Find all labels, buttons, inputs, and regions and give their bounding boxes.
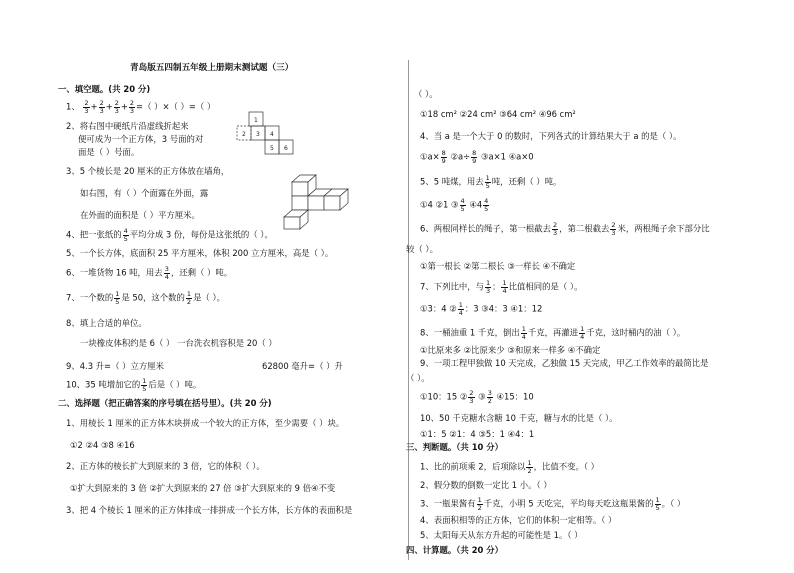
choice-3-cont: （ ）。 <box>414 89 438 99</box>
question-9-a: 9、4.3 升=（ ）立方厘米 <box>66 361 164 371</box>
choice-10: 10、50 千克糖水含糖 10 千克，糖与水的比是（ ）。 <box>420 413 618 423</box>
choice-2-options: ①扩大到原来的 3 倍 ②扩大到原来的 27 倍 ③扩大到原来的 9 倍④不变 <box>70 483 336 493</box>
choice-1: 1、用棱长 1 厘米的正方体木块拼成一个较大的正方体，至少需要（ ）块。 <box>66 418 345 428</box>
choice-8-options: ①比原来多 ②比原来少 ③和原来一样多 ④不确定 <box>420 345 601 355</box>
section-choice: 二、选择题（把正确答案的序号填在括号里）。(共 20 分) <box>58 398 272 408</box>
judge-1: 1、比的前项乘 2，后项除以 $\frac{1}{2}$ ，比值不变。（ ） <box>420 459 600 475</box>
choice-6-cont: 较（ ）。 <box>406 244 438 254</box>
net-label-1: 1 <box>254 117 258 124</box>
choice-4-options: ①a× $\frac{8}{9}$ ②a÷ $\frac{8}{9}$ ③a×1 ④a×0 <box>420 149 534 165</box>
question-1: 1、 $\frac{2}{3}$ + $\frac{2}{3}$ + $\frac{2}{3}$ + $\frac{2}{3}$ =（ ）×（ ）=（ ） <box>66 99 216 115</box>
choice-3-options: ①18 cm² ②24 cm² ③64 cm² ④96 cm² <box>420 109 576 119</box>
section-judge: 三、判断题。（共 10 分） <box>406 442 504 452</box>
question-2-line-2: 便可成为一个正方体，3 号面的对 <box>78 134 204 144</box>
choice-6: 6、两根同样长的绳子，第一根截去 $\frac{2}{3}$ ，第二根截去 $\frac{2}{3}$ 米，两根绳子余下部分比 <box>420 221 710 237</box>
choice-6-options: ①第一根长 ②第二根长 ③一样长 ④不确定 <box>420 261 576 271</box>
net-label-2: 2 <box>242 131 246 138</box>
question-2-line-1: 2、将右图中硬纸片沿虚线折起来 <box>66 121 189 131</box>
choice-7-options: ①3：4 ② $\frac{1}{4}$ ：3 ③4：3 ④1：12 <box>420 301 543 317</box>
question-8: 8、填上合适的单位。 <box>66 318 147 328</box>
question-9-b: 62800 毫升=（ ）升 <box>262 361 343 371</box>
net-label-6: 6 <box>284 145 288 152</box>
judge-2: 2、假分数的倒数一定比 1 小。（ ） <box>420 480 552 490</box>
choice-10-options: ①1：5 ②1：4 ③5：1 ④4：1 <box>420 429 535 439</box>
choice-9-cont: （ ）。 <box>406 373 430 383</box>
question-7: 7、一个数的 $\frac{1}{5}$ 是 50，这个数的 $\frac{1}{2}$ 是（ ）。 <box>66 290 226 306</box>
question-8-units: 一块橡皮体积约是 6（ ） 一台洗衣机容积是 20（ ） <box>80 338 277 348</box>
choice-8: 8、一桶油重 1 千克，倒出 $\frac{1}{4}$ 千克，再灌进 $\frac{1}{4}$ 千克，这时桶内的油（ ）。 <box>420 325 686 341</box>
judge-3: 3、一瓶果酱有 $\frac{1}{2}$ 千克，小明 5 天吃完，平均每天吃这瓶果酱的 $\frac{1}{5}$ 。（ ） <box>420 496 686 512</box>
column-divider <box>408 60 409 560</box>
judge-5: 5、太阳每天从东方升起的可能性是 1。（ ） <box>420 530 583 540</box>
question-3-line-1: 3、5 个棱长是 20 厘米的正方体放在墙角， <box>66 166 230 176</box>
choice-1-options: ①2 ②4 ③8 ④16 <box>70 440 135 450</box>
question-2-line-3: 面是（ ）号面。 <box>78 147 140 157</box>
choice-2: 2、正方体的棱长扩大到原来的 3 倍，它的体积（ ）。 <box>66 461 265 471</box>
question-3-line-2: 如右图，有（ ）个面露在外面，露 <box>80 188 209 198</box>
stacked-cubes-diagram <box>282 170 372 230</box>
choice-9: 9、一项工程甲独做 10 天完成，乙独做 15 天完成，甲乙工作效率的最简比是 <box>420 358 709 368</box>
choice-5-options: ①4 ②1 ③ $\frac{4}{5}$ ④4 $\frac{4}{5}$ <box>420 197 489 213</box>
net-label-5: 5 <box>270 145 274 152</box>
question-10: 10、35 吨增加它的 $\frac{1}{5}$ 后是（ ）吨。 <box>66 377 202 393</box>
question-4: 4、把一张纸的 $\frac{4}{5}$ 平均分成 3 份，每份是这张纸的（ ）。 <box>66 227 273 243</box>
question-5: 5、一个长方体，底面积 25 平方厘米，体积 200 立方厘米，高是（ ）。 <box>66 248 334 258</box>
choice-9-options: ①10：15 ② $\frac{2}{3}$ ③ $\frac{3}{2}$ ④15：10 <box>420 389 534 405</box>
page-title: 青岛版五四制五年级上册期末测试题（三） <box>130 63 294 73</box>
question-6: 6、一堆货物 16 吨，用去 $\frac{3}{4}$ ，还剩（ ）吨。 <box>66 265 233 281</box>
choice-3: 3、把 4 个棱长 1 厘米的正方体排成一排拼成一个长方体，长方体的表面积是 <box>66 505 353 515</box>
section-fill-blank: 一、填空题。(共 20 分) <box>58 84 151 94</box>
cube-net-diagram <box>236 110 298 162</box>
net-label-3: 3 <box>256 131 260 138</box>
judge-4: 4、表面积相等的正方体，它们的体积一定相等。（ ） <box>420 515 617 525</box>
choice-4: 4、当 a 是一个大于 0 的数时，下列各式的计算结果大于 a 的是（ ）。 <box>420 131 682 141</box>
question-3-line-3: 在外面的面积是（ ）平方厘米。 <box>80 210 200 220</box>
net-label-4: 4 <box>270 131 274 138</box>
section-calc: 四、计算题。（共 20 分） <box>406 545 504 555</box>
choice-5: 5、5 吨煤，用去 $\frac{1}{5}$ 吨，还剩（ ）吨。 <box>420 174 562 190</box>
choice-7: 7、下列比中，与 $\frac{1}{3}$ ： $\frac{1}{4}$ 比值相同的是（ ）。 <box>420 279 583 295</box>
